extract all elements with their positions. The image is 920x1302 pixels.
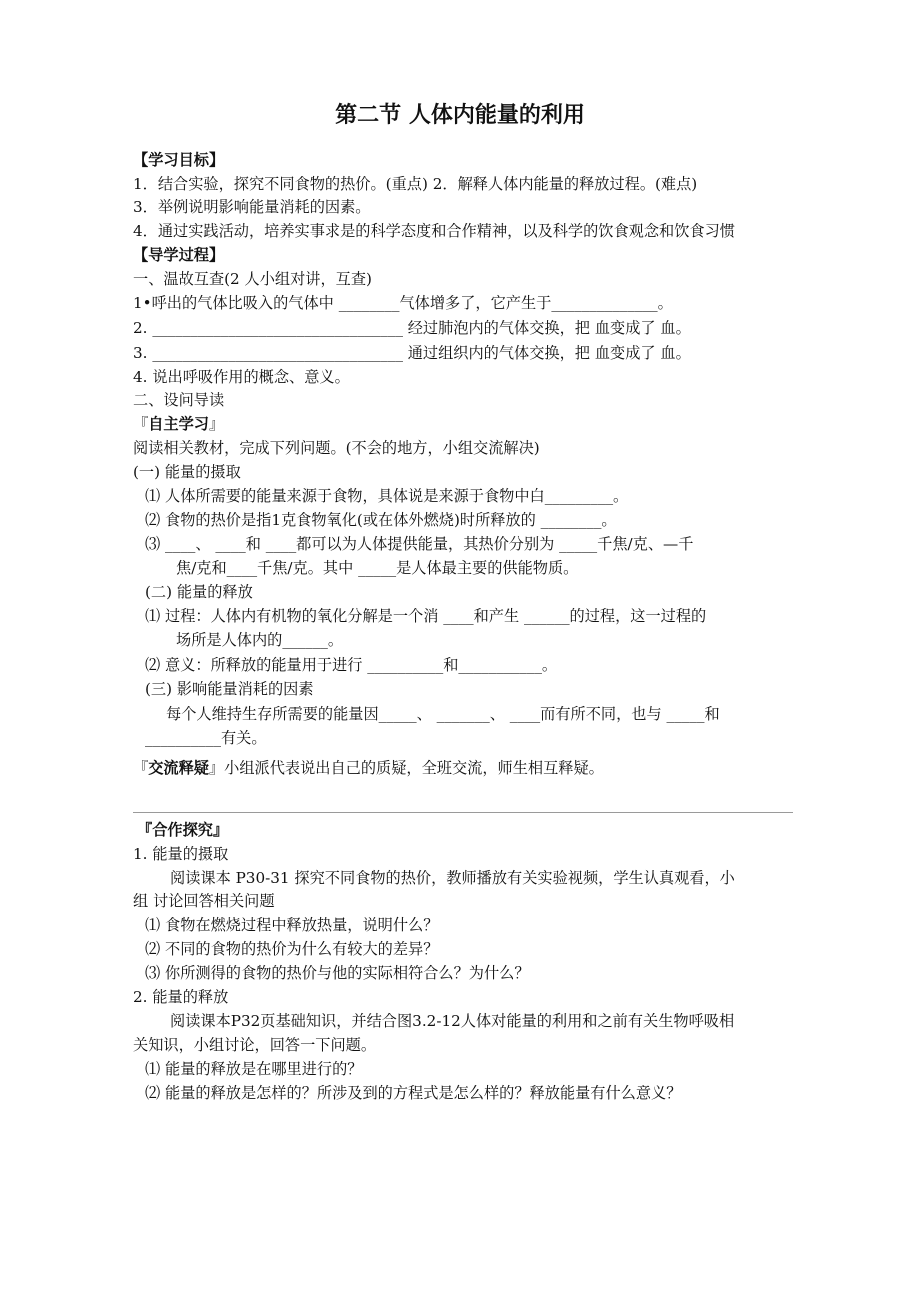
coop-sec2-para-2: 关知识，小组讨论，回答一下问题。: [133, 1036, 376, 1054]
coop-sec1-item-1: ⑴ 食物在燃烧过程中释放热量，说明什么？: [145, 916, 439, 934]
coop-sec1-para-2: 组 讨论回答相关问题: [133, 892, 275, 910]
coop-sec2-title: 2. 能量的释放: [133, 988, 229, 1006]
exchange-line: [133, 758, 604, 778]
sec1-item-2: ⑵ 食物的热价是指1克食物氧化(或在体外燃烧)时所释放的 ________。: [145, 511, 617, 529]
review-item-1: 1•呼出的气体比吸入的气体中 ________气体增多了，它产生于______________。: [133, 294, 673, 312]
sec2-item-1: ⑴ 过程：人体内有机物的氧化分解是一个消 ____和产生 ______的过程，这一过程的: [145, 607, 707, 625]
bracket-open: 『: [133, 415, 149, 433]
coop-heading: 『合作探究』: [137, 821, 229, 839]
coop-sec2-para-1: 阅读课本P32页基础知识，并结合图3.2-12人体对能量的利用和之前有关生物呼吸相: [170, 1012, 735, 1030]
goal-item-3: 4．通过实践活动，培养实事求是的科学态度和合作精神，以及科学的饮食观念和饮食习惯: [133, 222, 735, 240]
review-title: 一、温故互查(2 人小组对讲，互查): [133, 270, 372, 288]
page-title: 第二节 人体内能量的利用: [335, 103, 585, 128]
coop-sec1-item-3: ⑶ 你所测得的食物的热价与他的实际相符合么？为什么？: [145, 964, 530, 982]
sec3-title: (三) 影响能量消耗的因素: [145, 680, 314, 698]
sec2-title: (二) 能量的释放: [145, 583, 253, 601]
sec1-item-3: ⑶ ____、 ____和 ____都可以为人体提供能量，其热价分别为 _____千焦/克、—千: [145, 535, 694, 553]
bracket-close: 』: [208, 415, 225, 433]
exchange-label: 交流释疑: [148, 759, 209, 777]
coop-sec2-item-1: ⑴ 能量的释放是在哪里进行的？: [145, 1060, 363, 1078]
goal-item-2: 3．举例说明影响能量消耗的因素。: [133, 198, 371, 216]
question-title: 二、设问导读: [133, 391, 225, 409]
sec1-item-3-cont: 焦/克和____千焦/克。其中 _____是人体最主要的供能物质。: [176, 559, 579, 577]
sec2-item-1-cont: 场所是人体内的______。: [176, 631, 344, 649]
review-item-2: 2. _________________________________ 经过肺泡内的气体交换，把 血变成了 血。: [133, 319, 691, 337]
coop-sec1-title: 1. 能量的摄取: [133, 845, 229, 863]
sec1-item-1: ⑴ 人体所需要的能量来源于食物，具体说是来源于食物中白_________。: [145, 487, 629, 505]
sec3-item-2: __________有关。: [145, 729, 267, 747]
coop-sec2-item-2: ⑵ 能量的释放是怎样的？所涉及到的方程式是怎么样的？释放能量有什么意义？: [145, 1084, 682, 1102]
bracket-open: 『: [133, 759, 149, 777]
review-item-3: 3. _________________________________ 通过组织内的气体交换，把 血变成了 血。: [133, 344, 691, 362]
self-study-label: 自主学习: [148, 415, 209, 433]
guide-heading: 【导学过程】: [133, 246, 225, 264]
review-item-4: 4. 说出呼吸作用的概念、意义。: [133, 368, 350, 386]
exchange-text: 小组派代表说出自己的质疑，全班交流，师生相互释疑。: [224, 759, 604, 777]
self-study-intro: 阅读相关教材，完成下列问题。(不会的地方，小组交流解决): [133, 439, 540, 457]
coop-sec1-para-1: 阅读课本 P30-31 探究不同食物的热价，教师播放有关实验视频，学生认真观看，小: [170, 869, 735, 887]
sec2-item-2: ⑵ 意义：所释放的能量用于进行 __________和___________。: [145, 656, 558, 674]
sec1-title: (一) 能量的摄取: [133, 463, 241, 481]
coop-sec1-item-2: ⑵ 不同的食物的热价为什么有较大的差异？: [145, 940, 439, 958]
sec3-item-1: 每个人维持生存所需要的能量因_____、 _______、 ____而有所不同，也与 _____和: [166, 705, 720, 723]
goal-item-1: 1．结合实验，探究不同食物的热价。(重点) 2．解释人体内能量的释放过程。(难点): [133, 175, 698, 193]
self-study-heading: [133, 414, 224, 434]
goals-heading: 【学习目标】: [133, 151, 225, 169]
section-divider: [133, 812, 793, 813]
bracket-close: 』: [208, 759, 225, 777]
